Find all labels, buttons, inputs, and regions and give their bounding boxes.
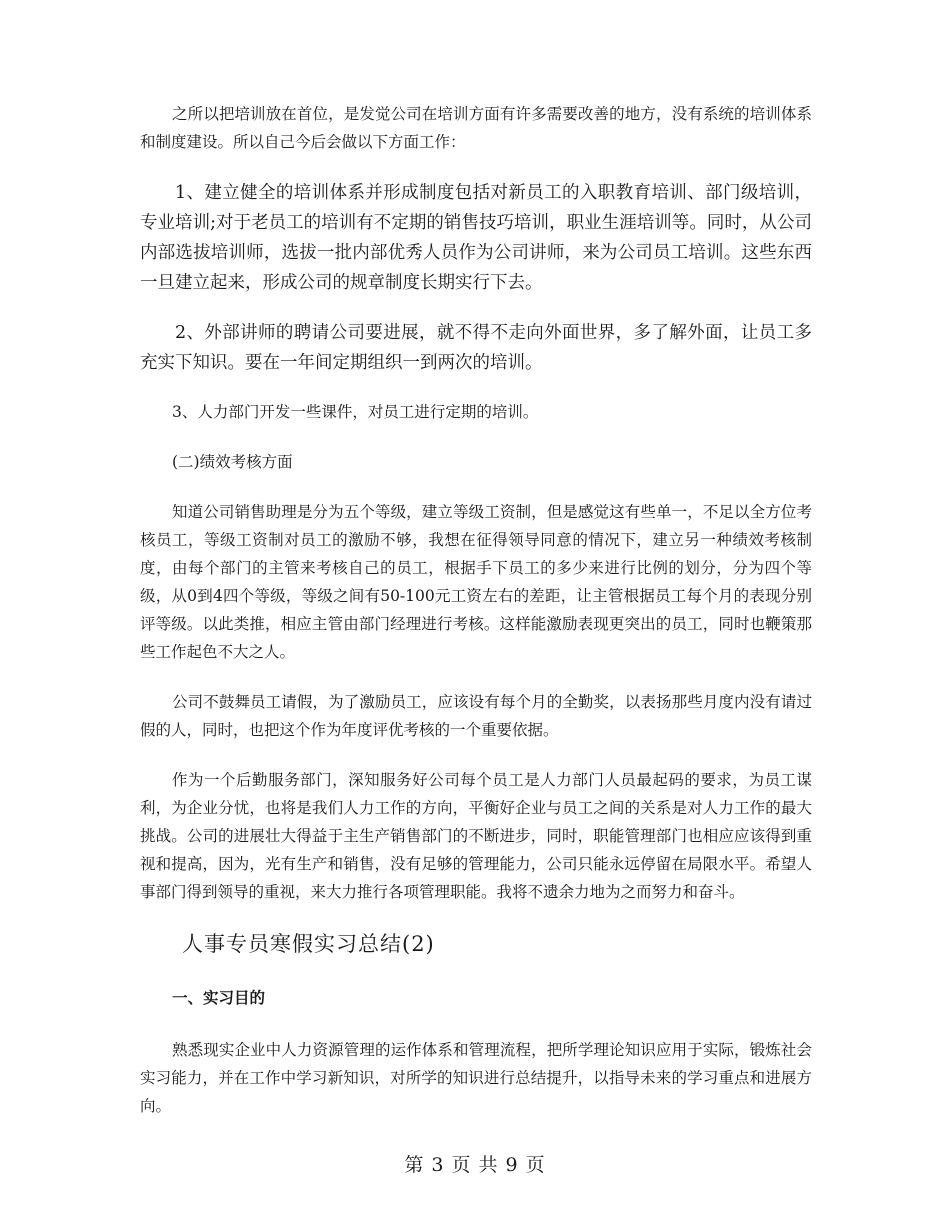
subheading-performance: (二)绩效考核方面 — [172, 453, 293, 471]
paragraph-training-priority: 之所以把培训放在首位，是发觉公司在培训方面有许多需要改善的地方，没有系统的培训体系和制度建设。所以自己今后会做以下方面工作： — [140, 105, 812, 151]
paragraph-external-trainers: 2、外部讲师的聘请公司要进展，就不得不走向外面世界，多了解外面，让员工多充实下知识。要在一年间定期组织一到两次的培训。 — [140, 323, 812, 373]
paragraph-training-system: 1、建立健全的培训体系并形成制度包括对新员工的入职教育培训、部门级培训，专业培训;对于老员工的培训有不定期的销售技巧培训，职业生涯培训等。同时，从公司内部选拔培训师，选拔一批内部优秀人员作为公司讲师，来为公司员工培训。这些东西一旦建立起来，形成公司的规章制度长期实行下去。 — [140, 183, 812, 293]
document-page — [140, 100, 812, 1142]
heading-internship-goal: 一、实习目的 — [172, 988, 266, 1007]
paragraph-courseware: 3、人力部门开发一些课件，对员工进行定期的培训。 — [172, 403, 539, 421]
paragraph-internship-goal: 熟悉现实企业中人力资源管理的运作体系和管理流程，把所学理论知识应用于实际，锻炼社会实习能力，并在工作中学习新知识，对所学的知识进行总结提升，以指导未来的学习重点和进展方向。 — [140, 1041, 812, 1115]
page-number-footer: 第 3 页 共 9 页 — [404, 1154, 546, 1176]
paragraph-attendance-bonus: 公司不鼓舞员工请假，为了激励员工，应该设有每个月的全勤奖，以表扬那些月度内没有请过假的人，同时，也把这个作为年度评优考核的一个重要依据。 — [140, 693, 812, 739]
paragraph-performance-review: 知道公司销售助理是分为五个等级，建立等级工资制，但是感觉这有些单一，不足以全方位考核员工，等级工资制对员工的激励不够，我想在征得领导同意的情况下，建立另一种绩效考核制度，由每个部门的主管来考核自己的员工，根据手下员工的多少来进行比例的划分，分为四个等级，从0到4四个等级，等级之间有50-100元工资左右的差距，让主管根据员工每个月的表现分别评等级。以此类推，相应主管由部门经理进行考核。这样能激励表现更突出的员工，同时也鞭策那些工作起色不大之人。 — [140, 503, 812, 661]
section-title: 人事专员寒假实习总结(2) — [182, 932, 435, 956]
paragraph-hr-service: 作为一个后勤服务部门，深知服务好公司每个员工是人力部门人员最起码的要求，为员工谋利，为企业分忧，也将是我们人力工作的方向，平衡好企业与员工之间的关系是对人力工作的最大挑战。公司的进展壮大得益于主生产销售部门的不断进步，同时，职能管理部门也相应应该得到重视和提高，因为，光有生产和销售，没有足够的管理能力，公司只能永远停留在局限水平。希望人事部门得到领导的重视，来大力推行各项管理职能。我将不遗余力地为之而努力和奋斗。 — [140, 771, 812, 901]
